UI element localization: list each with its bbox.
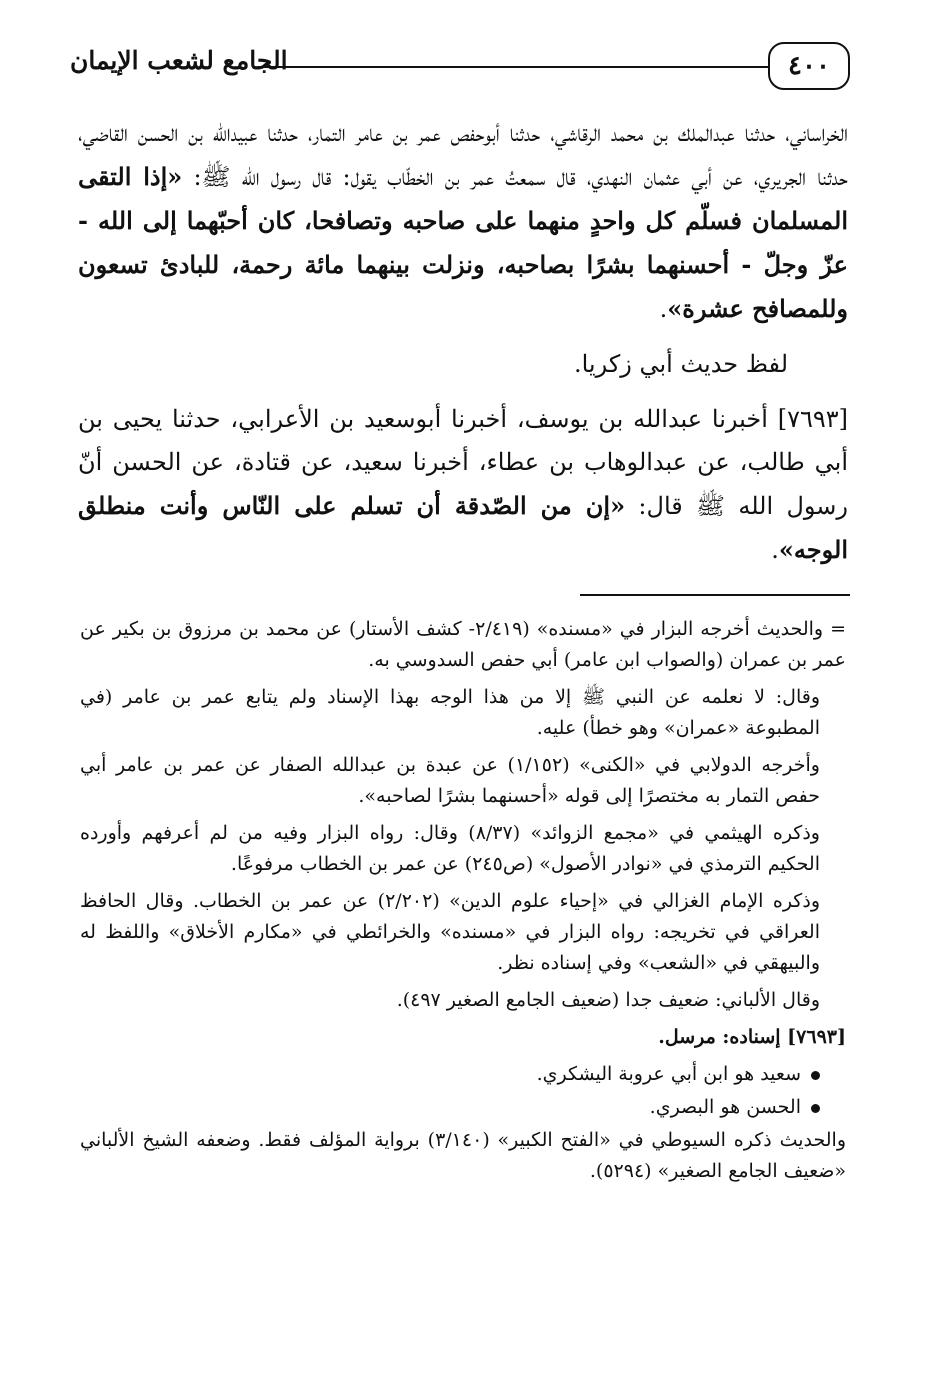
bullet-text-1: سعيد هو ابن أبي عروبة اليشكري.	[536, 1063, 801, 1085]
paragraph-3	[78, 398, 848, 572]
paragraph-1-text: الخراساني، حدثنا عبدالملك بن محمد الرقاشي، حدثنا أبوحفص عمر بن عامر التمار، حدثنا عبيدالله بن الحسن القاضي، حدثنا الجريري، عن أبي عثمان النهدي، قال سمعتُ عمر بن الخطّاب يقول: قال رسول الله ﷺ:	[78, 119, 848, 191]
bullet-icon	[811, 1104, 820, 1113]
footnote-separator	[580, 594, 850, 596]
paragraph-2: لفظ حديث أبي زكريا.	[573, 350, 788, 378]
footnote-4: وذكره الهيثمي في «مجمع الزوائد» (٨/٣٧) وقال: رواه البزار وفيه من لم أعرفهم وأورده الحكيم الترمذي في «نوادر الأصول» (ص٢٤٥) عن عمر بن الخطاب مرفوعًا.	[80, 822, 820, 875]
bullet-icon	[811, 1071, 820, 1080]
paragraph-3-end: .	[771, 536, 779, 564]
header-rule	[258, 66, 768, 68]
paragraph-1	[78, 112, 848, 331]
footnote-6: وقال الألباني: ضعيف جدا (ضعيف الجامع الصغير ٤٩٧).	[396, 989, 820, 1011]
hadith-text-1: «إذا التقى المسلمان فسلّم كل واحدٍ منهما على صاحبه وتصافحا، كان أحبّهما إلى الله - عزّ وجلّ - أحسنهما بشرًا بصاحبه، ونزلت بينهما مائة رحمة، للبادئ تسعون وللمصافح عشرة»	[78, 162, 848, 323]
footnotes	[80, 614, 846, 1193]
hadith-text-2: «إن من الصّدقة أن تسلم على النّاس وأنت منطلق الوجه»	[78, 491, 848, 564]
footnote-2: وقال: لا نعلمه عن النبي ﷺ إلا من هذا الوجه بهذا الإسناد ولم يتابع عمر بن عامر (في المطبوعة «عمران» وهو خطأ) عليه.	[80, 686, 820, 739]
list-item	[80, 1059, 846, 1090]
paragraph-1-end: .	[659, 295, 668, 323]
footnote-8: والحديث ذكره السيوطي في «الفتح الكبير» (٣/١٤٠) برواية المؤلف فقط. وضعفه الشيخ الألباني «ضعيف الجامع الصغير» (٥٢٩٤).	[80, 1129, 846, 1182]
main-text	[78, 112, 848, 572]
page-number: ٤٠٠	[768, 42, 850, 90]
list-item	[80, 1092, 846, 1123]
bullet-text-2: الحسن هو البصري.	[649, 1096, 801, 1118]
paragraph-3-text: [٧٦٩٣] أخبرنا عبدالله بن يوسف، أخبرنا أبوسعيد بن الأعرابي، حدثنا يحيى بن أبي طالب، عن عبدالوهاب بن عطاء، أخبرنا سعيد، عن قتادة، عن الحسن أنّ رسول الله ﷺ قال:	[78, 405, 848, 520]
footnote-7-heading: [٧٦٩٣] إسناده: مرسل.	[658, 1026, 846, 1048]
footnote-3: وأخرجه الدولابي في «الكنى» (١/١٥٢) عن عبدة بن عبدالله الصفار عن عمر بن عامر أبي حفص التمار به مختصرًا إلى قوله «أحسنهما بشرًا لصاحبه».	[80, 754, 820, 807]
page-header	[70, 42, 850, 98]
footnote-5: وذكره الإمام الغزالي في «إحياء علوم الدين» (٢/٢٠٢) عن عمر بن الخطاب. وقال الحافظ العراقي في تخريجه: رواه البزار في «مسنده» والخرائطي في «مكارم الأخلاق» واللفظ له والبيهقي في «الشعب» وفي إسناده نظر.	[80, 890, 820, 974]
book-title: الجامع لشعب الإيمان	[70, 46, 288, 75]
footnote-1: = والحديث أخرجه البزار في «مسنده» (٢/٤١٩- كشف الأستار) عن محمد بن مرزوق بن بكير عن عمر بن عمران (والصواب ابن عامر) أبي حفص السدوسي به.	[80, 618, 846, 671]
